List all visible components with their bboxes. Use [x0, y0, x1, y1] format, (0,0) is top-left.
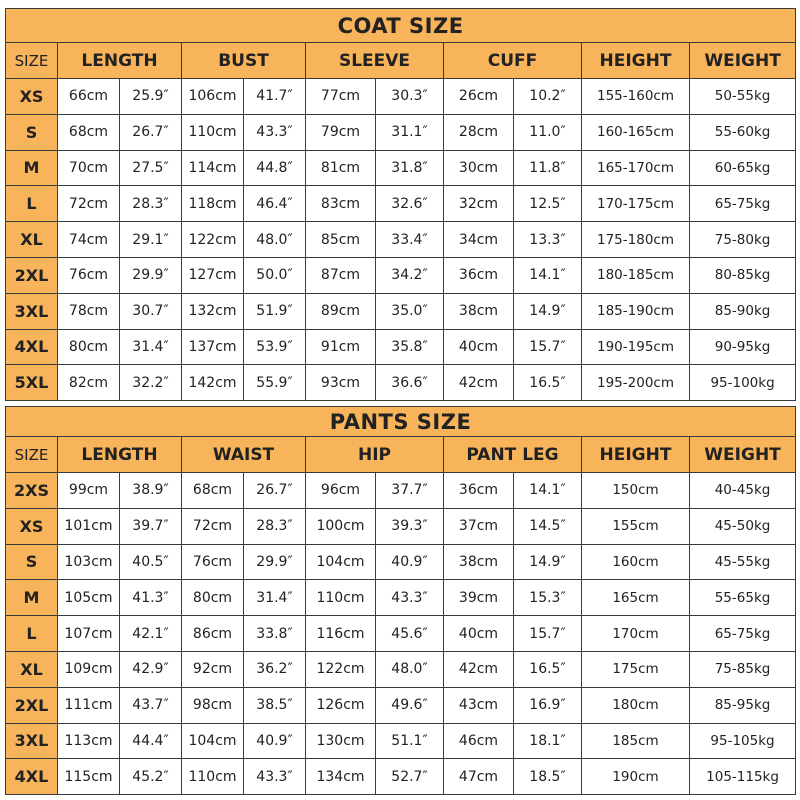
table-cell: 40cm: [444, 616, 514, 652]
table-cell: 31.4″: [120, 329, 182, 365]
table-cell: 51.1″: [376, 723, 444, 759]
table-cell: 16.5″: [514, 651, 582, 687]
table-cell: 44.8″: [244, 150, 306, 186]
table-cell: 83cm: [306, 186, 376, 222]
table-cell: 75-85kg: [690, 651, 796, 687]
pants-header-height: HEIGHT: [582, 437, 690, 473]
table-cell: 30.3″: [376, 79, 444, 115]
table-cell: 43.3″: [244, 759, 306, 795]
table-cell: 89cm: [306, 293, 376, 329]
table-cell: 29.1″: [120, 222, 182, 258]
table-cell: 46.4″: [244, 186, 306, 222]
table-cell: 28.3″: [244, 508, 306, 544]
table-cell: 52.7″: [376, 759, 444, 795]
table-cell: 40.5″: [120, 544, 182, 580]
table-row: [6, 222, 796, 258]
table-cell: 68cm: [182, 473, 244, 509]
table-cell: 130cm: [306, 723, 376, 759]
pants-header-pant-leg: PANT LEG: [444, 437, 582, 473]
table-cell: 113cm: [58, 723, 120, 759]
table-cell: 170cm: [582, 616, 690, 652]
table-cell: 82cm: [58, 365, 120, 401]
table-cell: 185-190cm: [582, 293, 690, 329]
size-label: 2XS: [6, 473, 58, 509]
table-row: [6, 473, 796, 509]
coat-header-weight: WEIGHT: [690, 43, 796, 79]
table-cell: 45-50kg: [690, 508, 796, 544]
table-cell: 118cm: [182, 186, 244, 222]
table-cell: 72cm: [58, 186, 120, 222]
table-row: [6, 616, 796, 652]
table-cell: 45.2″: [120, 759, 182, 795]
table-cell: 26.7″: [244, 473, 306, 509]
table-cell: 122cm: [306, 651, 376, 687]
table-cell: 38cm: [444, 544, 514, 580]
table-cell: 14.9″: [514, 544, 582, 580]
table-cell: 50-55kg: [690, 79, 796, 115]
table-cell: 111cm: [58, 687, 120, 723]
table-cell: 104cm: [306, 544, 376, 580]
table-cell: 13.3″: [514, 222, 582, 258]
table-cell: 40cm: [444, 329, 514, 365]
table-cell: 70cm: [58, 150, 120, 186]
table-cell: 76cm: [58, 257, 120, 293]
table-cell: 45.6″: [376, 616, 444, 652]
table-cell: 115cm: [58, 759, 120, 795]
table-cell: 36cm: [444, 473, 514, 509]
pants-header-waist: WAIST: [182, 437, 306, 473]
table-cell: 16.9″: [514, 687, 582, 723]
table-cell: 80cm: [182, 580, 244, 616]
table-row: [6, 365, 796, 401]
pants-header-row: [6, 437, 796, 473]
table-cell: 96cm: [306, 473, 376, 509]
table-cell: 38.5″: [244, 687, 306, 723]
table-row: [6, 651, 796, 687]
table-cell: 29.9″: [244, 544, 306, 580]
table-cell: 185cm: [582, 723, 690, 759]
table-cell: 35.8″: [376, 329, 444, 365]
table-row: [6, 186, 796, 222]
table-cell: 165-170cm: [582, 150, 690, 186]
table-cell: 43.7″: [120, 687, 182, 723]
table-cell: 37cm: [444, 508, 514, 544]
table-cell: 155-160cm: [582, 79, 690, 115]
table-cell: 165cm: [582, 580, 690, 616]
table-cell: 34.2″: [376, 257, 444, 293]
table-cell: 134cm: [306, 759, 376, 795]
table-cell: 86cm: [182, 616, 244, 652]
table-cell: 32cm: [444, 186, 514, 222]
table-cell: 160-165cm: [582, 114, 690, 150]
table-cell: 195-200cm: [582, 365, 690, 401]
table-cell: 12.5″: [514, 186, 582, 222]
table-cell: 10.2″: [514, 79, 582, 115]
table-cell: 110cm: [306, 580, 376, 616]
table-cell: 30.7″: [120, 293, 182, 329]
table-cell: 32.6″: [376, 186, 444, 222]
table-cell: 110cm: [182, 759, 244, 795]
table-cell: 105cm: [58, 580, 120, 616]
table-cell: 127cm: [182, 257, 244, 293]
table-row: [6, 79, 796, 115]
table-cell: 72cm: [182, 508, 244, 544]
table-row: [6, 329, 796, 365]
table-cell: 126cm: [306, 687, 376, 723]
table-cell: 98cm: [182, 687, 244, 723]
table-row: [6, 759, 796, 795]
table-cell: 18.5″: [514, 759, 582, 795]
table-cell: 42.1″: [120, 616, 182, 652]
coat-title-row: [6, 9, 796, 43]
table-cell: 81cm: [306, 150, 376, 186]
table-cell: 39.3″: [376, 508, 444, 544]
table-cell: 43cm: [444, 687, 514, 723]
size-label: XS: [6, 79, 58, 115]
size-label: XL: [6, 651, 58, 687]
table-cell: 107cm: [58, 616, 120, 652]
table-cell: 60-65kg: [690, 150, 796, 186]
table-cell: 50.0″: [244, 257, 306, 293]
table-cell: 85-90kg: [690, 293, 796, 329]
table-cell: 48.0″: [244, 222, 306, 258]
table-row: [6, 687, 796, 723]
table-cell: 77cm: [306, 79, 376, 115]
table-cell: 51.9″: [244, 293, 306, 329]
table-row: [6, 580, 796, 616]
table-cell: 132cm: [182, 293, 244, 329]
table-row: [6, 114, 796, 150]
pants-header-hip: HIP: [306, 437, 444, 473]
coat-title: COAT SIZE: [6, 9, 796, 43]
table-cell: 15.7″: [514, 329, 582, 365]
table-cell: 104cm: [182, 723, 244, 759]
table-cell: 39.7″: [120, 508, 182, 544]
table-cell: 116cm: [306, 616, 376, 652]
table-cell: 160cm: [582, 544, 690, 580]
coat-header-size: SIZE: [6, 43, 58, 79]
table-cell: 34cm: [444, 222, 514, 258]
table-cell: 38cm: [444, 293, 514, 329]
table-cell: 42cm: [444, 651, 514, 687]
table-cell: 55.9″: [244, 365, 306, 401]
table-cell: 109cm: [58, 651, 120, 687]
size-label: L: [6, 186, 58, 222]
table-cell: 36cm: [444, 257, 514, 293]
table-cell: 190-195cm: [582, 329, 690, 365]
table-cell: 55-65kg: [690, 580, 796, 616]
table-cell: 110cm: [182, 114, 244, 150]
table-cell: 95-100kg: [690, 365, 796, 401]
size-label: 2XL: [6, 687, 58, 723]
table-cell: 43.3″: [244, 114, 306, 150]
table-cell: 42cm: [444, 365, 514, 401]
table-cell: 37.7″: [376, 473, 444, 509]
coat-header-cuff: CUFF: [444, 43, 582, 79]
table-cell: 93cm: [306, 365, 376, 401]
table-cell: 90-95kg: [690, 329, 796, 365]
table-cell: 65-75kg: [690, 616, 796, 652]
table-row: [6, 150, 796, 186]
pants-title: PANTS SIZE: [6, 407, 796, 437]
table-cell: 150cm: [582, 473, 690, 509]
table-cell: 85-95kg: [690, 687, 796, 723]
table-cell: 16.5″: [514, 365, 582, 401]
table-cell: 42.9″: [120, 651, 182, 687]
table-cell: 175-180cm: [582, 222, 690, 258]
table-row: [6, 544, 796, 580]
table-cell: 15.3″: [514, 580, 582, 616]
table-cell: 40-45kg: [690, 473, 796, 509]
table-cell: 137cm: [182, 329, 244, 365]
table-cell: 53.9″: [244, 329, 306, 365]
table-cell: 105-115kg: [690, 759, 796, 795]
table-cell: 44.4″: [120, 723, 182, 759]
table-cell: 170-175cm: [582, 186, 690, 222]
table-cell: 190cm: [582, 759, 690, 795]
table-cell: 33.8″: [244, 616, 306, 652]
table-cell: 40.9″: [376, 544, 444, 580]
table-cell: 122cm: [182, 222, 244, 258]
table-cell: 35.0″: [376, 293, 444, 329]
coat-header-length: LENGTH: [58, 43, 182, 79]
table-cell: 175cm: [582, 651, 690, 687]
table-cell: 46cm: [444, 723, 514, 759]
pants-size-table: [5, 406, 796, 795]
table-cell: 25.9″: [120, 79, 182, 115]
table-cell: 40.9″: [244, 723, 306, 759]
table-cell: 28.3″: [120, 186, 182, 222]
table-cell: 142cm: [182, 365, 244, 401]
table-cell: 100cm: [306, 508, 376, 544]
table-row: [6, 257, 796, 293]
table-cell: 31.4″: [244, 580, 306, 616]
table-cell: 91cm: [306, 329, 376, 365]
table-cell: 14.1″: [514, 257, 582, 293]
table-cell: 27.5″: [120, 150, 182, 186]
size-label: 2XL: [6, 257, 58, 293]
table-cell: 180cm: [582, 687, 690, 723]
table-cell: 45-55kg: [690, 544, 796, 580]
table-cell: 103cm: [58, 544, 120, 580]
table-cell: 43.3″: [376, 580, 444, 616]
table-cell: 80cm: [58, 329, 120, 365]
size-label: L: [6, 616, 58, 652]
table-cell: 95-105kg: [690, 723, 796, 759]
table-cell: 87cm: [306, 257, 376, 293]
table-cell: 85cm: [306, 222, 376, 258]
table-cell: 32.2″: [120, 365, 182, 401]
table-cell: 14.5″: [514, 508, 582, 544]
table-cell: 155cm: [582, 508, 690, 544]
table-cell: 78cm: [58, 293, 120, 329]
table-cell: 26.7″: [120, 114, 182, 150]
table-cell: 18.1″: [514, 723, 582, 759]
table-cell: 48.0″: [376, 651, 444, 687]
table-cell: 26cm: [444, 79, 514, 115]
table-cell: 180-185cm: [582, 257, 690, 293]
table-cell: 55-60kg: [690, 114, 796, 150]
table-row: [6, 723, 796, 759]
table-cell: 33.4″: [376, 222, 444, 258]
table-cell: 76cm: [182, 544, 244, 580]
size-label: 4XL: [6, 759, 58, 795]
table-cell: 49.6″: [376, 687, 444, 723]
table-cell: 79cm: [306, 114, 376, 150]
size-label: XS: [6, 508, 58, 544]
coat-size-table: [5, 8, 796, 401]
table-cell: 29.9″: [120, 257, 182, 293]
table-cell: 106cm: [182, 79, 244, 115]
coat-header-bust: BUST: [182, 43, 306, 79]
table-cell: 101cm: [58, 508, 120, 544]
pants-header-weight: WEIGHT: [690, 437, 796, 473]
table-cell: 30cm: [444, 150, 514, 186]
coat-header-sleeve: SLEEVE: [306, 43, 444, 79]
size-label: S: [6, 114, 58, 150]
table-cell: 15.7″: [514, 616, 582, 652]
size-label: S: [6, 544, 58, 580]
table-cell: 65-75kg: [690, 186, 796, 222]
table-cell: 114cm: [182, 150, 244, 186]
table-cell: 92cm: [182, 651, 244, 687]
table-cell: 74cm: [58, 222, 120, 258]
table-cell: 14.1″: [514, 473, 582, 509]
table-cell: 75-80kg: [690, 222, 796, 258]
coat-header-height: HEIGHT: [582, 43, 690, 79]
size-label: M: [6, 580, 58, 616]
table-cell: 47cm: [444, 759, 514, 795]
pants-header-size: SIZE: [6, 437, 58, 473]
size-label: 5XL: [6, 365, 58, 401]
table-cell: 99cm: [58, 473, 120, 509]
table-cell: 68cm: [58, 114, 120, 150]
table-cell: 41.3″: [120, 580, 182, 616]
table-cell: 31.1″: [376, 114, 444, 150]
table-cell: 41.7″: [244, 79, 306, 115]
pants-header-length: LENGTH: [58, 437, 182, 473]
table-cell: 39cm: [444, 580, 514, 616]
table-cell: 14.9″: [514, 293, 582, 329]
table-cell: 36.6″: [376, 365, 444, 401]
coat-header-row: [6, 43, 796, 79]
table-cell: 80-85kg: [690, 257, 796, 293]
table-cell: 11.0″: [514, 114, 582, 150]
size-label: 3XL: [6, 293, 58, 329]
table-cell: 11.8″: [514, 150, 582, 186]
table-row: [6, 508, 796, 544]
table-cell: 36.2″: [244, 651, 306, 687]
table-row: [6, 293, 796, 329]
table-cell: 66cm: [58, 79, 120, 115]
table-cell: 38.9″: [120, 473, 182, 509]
size-label: XL: [6, 222, 58, 258]
table-cell: 28cm: [444, 114, 514, 150]
size-label: 4XL: [6, 329, 58, 365]
table-cell: 31.8″: [376, 150, 444, 186]
size-label: 3XL: [6, 723, 58, 759]
size-label: M: [6, 150, 58, 186]
pants-title-row: [6, 407, 796, 437]
